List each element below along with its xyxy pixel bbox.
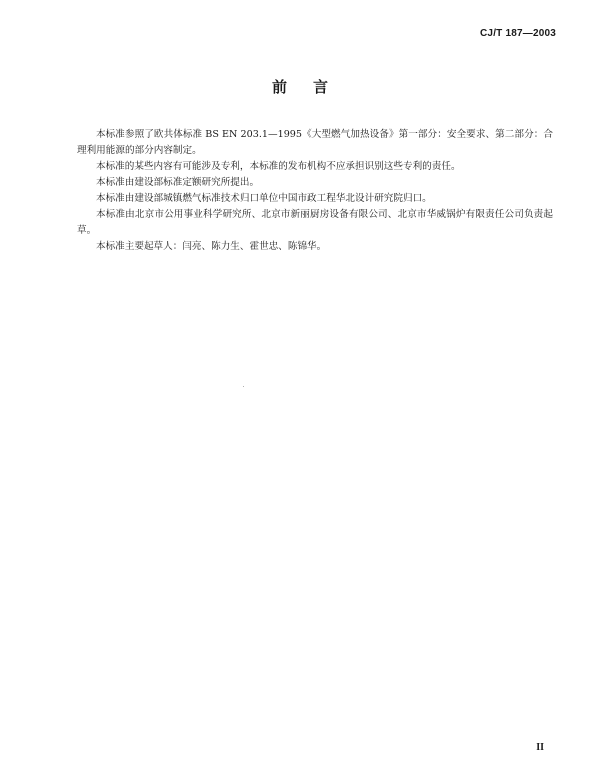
standard-code: CJ/T 187—2003 xyxy=(480,28,556,39)
page-number: II xyxy=(536,742,544,753)
paragraph-main-drafters: 本标准主要起草人：闫亮、陈力生、霍世忠、陈锦华。 xyxy=(96,241,327,252)
paragraph-centralized-by: 本标准由建设部城镇燃气标准技术归口单位中国市政工程华北设计研究院归口。 xyxy=(96,193,432,204)
paragraph-proposed-by: 本标准由建设部标准定额研究所提出。 xyxy=(96,177,260,188)
page-title: 前言 xyxy=(271,78,354,96)
paragraph-drafted-by: 本标准由北京市公用事业科学研究所、北京市新丽厨房设备有限公司、北京市华威锅炉有限责任公司负责起草。 xyxy=(77,209,553,236)
scan-speck xyxy=(243,386,244,387)
paragraph-patent-notice: 本标准的某些内容有可能涉及专利，本标准的发布机构不应承担识别这些专利的责任。 xyxy=(96,161,461,172)
foreword-body xyxy=(77,127,553,255)
paragraph-reference-standard: 本标准参照了欧共体标准 BS EN 203.1—1995《大型燃气加热设备》第一部分：安全要求、第二部分：合理利用能源的部分内容制定。 xyxy=(77,129,553,156)
